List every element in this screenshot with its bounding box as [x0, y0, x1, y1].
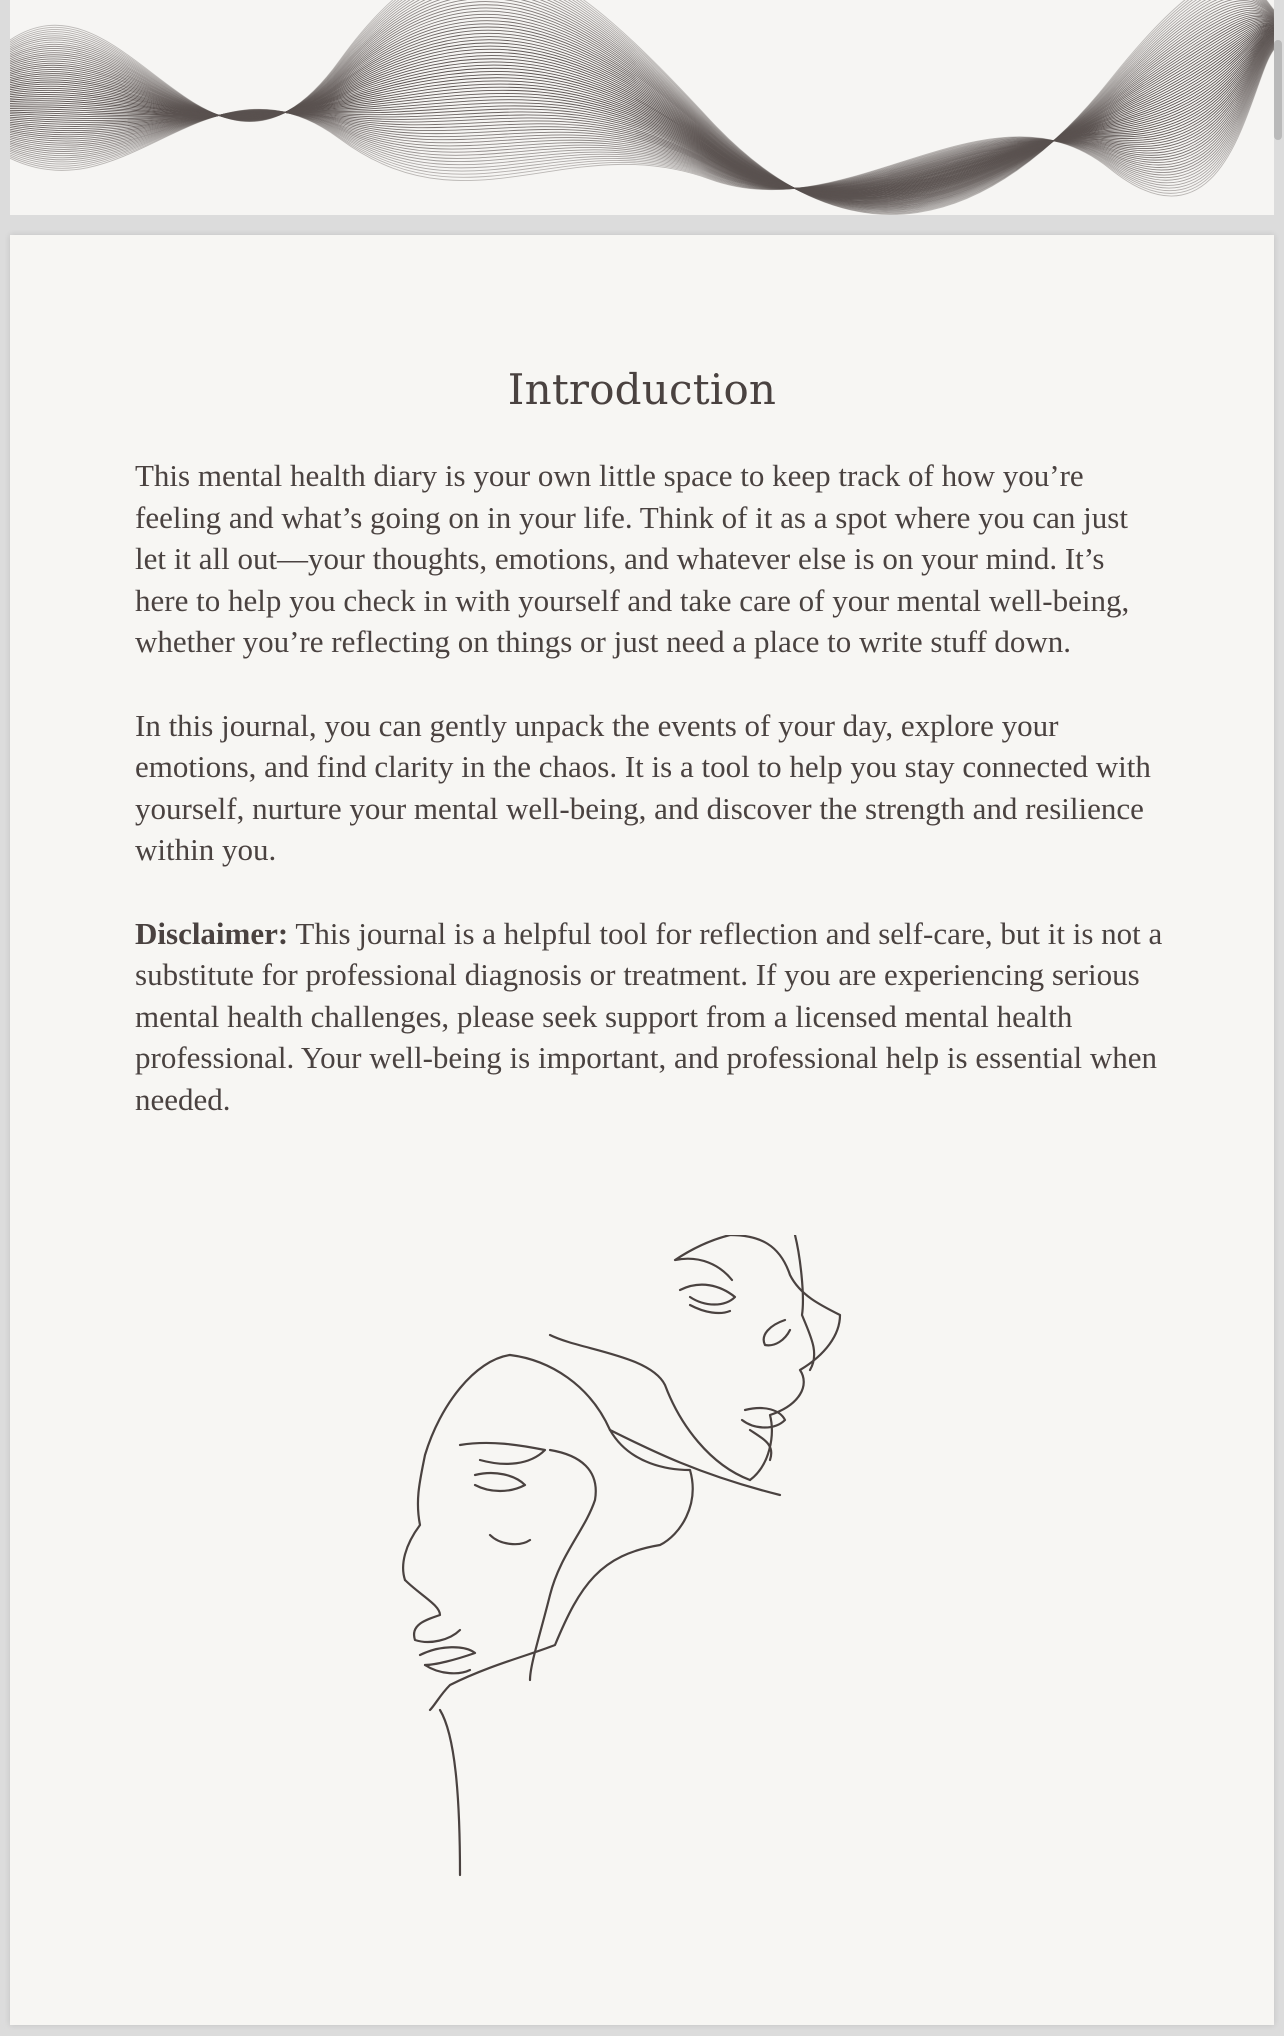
- journal-paragraph: In this journal, you can gently unpack the events of your day, explore your emotions, and find clarity in the chaos. It is a tool to help you stay connected with yourself, nurture your mental well-being, and discover the strength and resilience within you.: [135, 707, 1151, 868]
- page-title: Introduction: [507, 365, 777, 414]
- wave-line-art-icon: [10, 0, 1274, 215]
- scrollbar-handle[interactable]: [1274, 40, 1282, 140]
- disclaimer-paragraph: [135, 913, 1165, 1121]
- document-body: [135, 455, 1165, 1162]
- intro-paragraph: This mental health diary is your own little space to keep track of how you’re feeling and what’s going on in your life. Think of it as a spot where you can just let it all out—your thoughts, emotions, and whatever else is on your mind. It’s here to help you check in with yourself and take care of your mental well-being, whether you’re reflecting on things or just need a place to write stuff down.: [135, 458, 1130, 660]
- two-faces-line-art-icon: [380, 1235, 940, 1915]
- disclaimer-text: This journal is a helpful tool for reflection and self-care, but it is not a substitute for professional diagnosis or treatment. If you are experiencing serious mental health challenges, please seek support from a licensed mental health professional. Your well-being is important, and professional help is essential when needed.: [135, 915, 1163, 1117]
- document-page: [10, 235, 1274, 2025]
- top-wave-banner: [10, 0, 1274, 215]
- disclaimer-label: Disclaimer:: [135, 915, 289, 951]
